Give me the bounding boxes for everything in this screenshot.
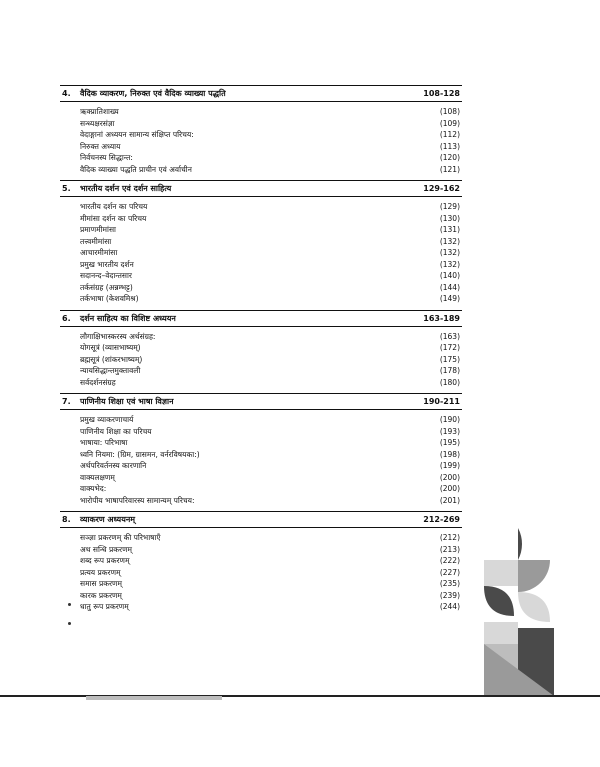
entry-title: भाषाया: परिभाषा [80, 438, 128, 447]
deco-top-halfcircle [518, 528, 522, 560]
entry-title: तत्त्वमीमांसा [80, 236, 112, 246]
entry-title: प्रमुख व्याकरणाचार्य [80, 415, 134, 424]
entry-page: (140) [439, 271, 460, 280]
entry-title: अथ सन्धि प्रकरणम् [80, 544, 132, 554]
entry-page: (120) [439, 153, 460, 162]
toc-entry [60, 544, 462, 556]
entry-title: सदानन्द–वेदान्तसार [80, 271, 132, 280]
entry-page: (213) [439, 544, 460, 554]
toc-entry [60, 449, 462, 461]
entry-title: तर्कभाषा (केशवमिश्र) [80, 294, 139, 303]
section-page-range: 129-162 [423, 184, 460, 193]
section-page-range: 108-128 [423, 89, 460, 98]
entry-title: ब्रह्मसूत्रं (शांकरभाष्यम्) [80, 354, 143, 364]
toc-entry [60, 532, 462, 544]
entry-title: समास प्रकरणम् [80, 579, 122, 588]
decorative-geometric-graphic [478, 528, 558, 696]
section-header [60, 511, 462, 528]
entry-title: प्रमुख भारतीय दर्शन [80, 259, 134, 269]
entry-page: (172) [439, 343, 460, 352]
entry-page: (112) [439, 130, 460, 139]
toc-section-5 [60, 180, 462, 310]
toc-entry [60, 201, 462, 213]
entry-title: लौगाक्षिभास्करस्य अर्थसंग्रह: [80, 331, 156, 341]
entry-title: मीमांसा दर्शन का परिचय [80, 213, 147, 223]
toc-section-7 [60, 393, 462, 511]
entry-page: (227) [439, 567, 460, 577]
table-of-contents [60, 85, 462, 613]
margin-dot [68, 603, 71, 606]
section-number: 5. [62, 184, 71, 193]
section-header [60, 393, 462, 410]
toc-entry [60, 259, 462, 271]
toc-entry [60, 270, 462, 282]
entry-title: वेदाङ्गानां अध्ययन सामान्य संक्षिप्त परिचय: [80, 130, 194, 139]
deco-mid-arc [518, 560, 550, 592]
entry-title: ध्वनि नियमा: (ग्रिम, ग्रासमन, वर्नरविषयका:) [80, 449, 200, 459]
entry-page: (109) [439, 118, 460, 128]
entry-page: (198) [439, 449, 460, 459]
entry-page: (132) [439, 248, 460, 257]
section-title: दर्शन साहित्य का विशिष्ट अध्ययन [80, 313, 176, 323]
section-header [60, 180, 462, 197]
entry-page: (131) [439, 225, 460, 234]
section-number: 6. [62, 313, 71, 323]
toc-section-4 [60, 85, 462, 180]
margin-dot [68, 622, 71, 625]
toc-entry [60, 331, 462, 343]
entry-title: आचारमीमांसा [80, 248, 118, 257]
entry-page: (193) [439, 426, 460, 436]
section-title: भारतीय दर्शन एवं दर्शन साहित्य [80, 184, 172, 193]
section-page-range: 190-211 [423, 397, 460, 406]
entry-title: पाणिनीय शिक्षा का परिचय [80, 426, 152, 436]
toc-entry [60, 293, 462, 305]
toc-entry [60, 414, 462, 426]
entry-title: वैदिक व्याख्या पद्धति प्राचीन एवं अर्वाचीन [80, 164, 192, 174]
toc-entry [60, 282, 462, 294]
entry-page: (235) [439, 579, 460, 588]
entry-title: भारोपीय भाषापरिवारस्य सामान्यम् परिचय: [80, 495, 195, 505]
section-number: 4. [62, 89, 71, 98]
deco-leaf-left [484, 586, 514, 616]
toc-entry [60, 567, 462, 579]
entry-page: (180) [439, 377, 460, 387]
entry-title: सर्वदर्शनसंग्रह [80, 377, 116, 387]
entry-title: प्रत्यय प्रकरणम् [80, 567, 121, 577]
entry-page: (129) [439, 202, 460, 211]
entry-page: (130) [439, 213, 460, 223]
entry-page: (212) [439, 533, 460, 542]
toc-entry [60, 472, 462, 484]
toc-entry [60, 213, 462, 225]
entry-title: प्रमाणमीमांसा [80, 225, 116, 234]
toc-entry [60, 601, 462, 613]
entry-title: न्यायसिद्धान्तमुक्तावली [80, 366, 141, 375]
toc-entry [60, 555, 462, 567]
toc-entry [60, 164, 462, 176]
entry-title: वाक्यभेद: [80, 484, 107, 493]
entry-title: सञ्ज्ञा प्रकरणम् की परिभाषाएँ [80, 533, 161, 542]
entry-page: (222) [439, 556, 460, 565]
entry-page: (190) [439, 415, 460, 424]
toc-section-6 [60, 310, 462, 394]
entry-page: (113) [439, 141, 460, 151]
toc-entry [60, 247, 462, 259]
entry-title: भारतीय दर्शन का परिचय [80, 202, 148, 211]
toc-entry [60, 495, 462, 507]
section-page-range: 212-269 [423, 515, 460, 524]
entry-page: (132) [439, 236, 460, 246]
entry-page: (200) [439, 484, 460, 493]
deco-leaf-right [518, 592, 550, 622]
toc-entry [60, 483, 462, 495]
toc-entry [60, 460, 462, 472]
section-header [60, 85, 462, 102]
entry-page: (163) [439, 331, 460, 341]
entry-page: (244) [439, 602, 460, 611]
deco-top-block [484, 560, 518, 586]
footer-accent-bar [86, 696, 222, 700]
toc-entry [60, 437, 462, 449]
entry-page: (149) [439, 294, 460, 303]
toc-entry [60, 354, 462, 366]
toc-entry [60, 224, 462, 236]
toc-entry [60, 106, 462, 118]
toc-entry [60, 365, 462, 377]
toc-entry [60, 342, 462, 354]
entry-page: (121) [439, 164, 460, 174]
toc-entry [60, 129, 462, 141]
entry-page: (175) [439, 354, 460, 364]
section-title: वैदिक व्याकरण, निरुक्त एवं वैदिक व्याख्या पद्धति [80, 89, 226, 98]
entry-title: योगसूत्रं (व्यासभाष्यम्) [80, 343, 141, 352]
deco-lower-block [484, 622, 518, 644]
entry-page: (195) [439, 438, 460, 447]
toc-entry [60, 236, 462, 248]
entry-title: कारक प्रकरणम् [80, 590, 122, 600]
entry-title: सन्ध्यक्षरसंज्ञा [80, 118, 115, 128]
section-header [60, 310, 462, 327]
entry-page: (199) [439, 461, 460, 470]
entry-title: अर्थपरिवर्तनस्य कारणानि [80, 461, 147, 470]
toc-entry [60, 377, 462, 389]
entry-page: (144) [439, 282, 460, 292]
section-number: 8. [62, 515, 71, 524]
entry-title: ऋक्प्रातिशाख्य [80, 107, 119, 116]
section-title: पाणिनीय शिक्षा एवं भाषा विज्ञान [80, 397, 174, 406]
section-page-range: 163-189 [423, 313, 460, 323]
entry-title: निर्वचनस्य सिद्धान्त: [80, 153, 133, 162]
section-number: 7. [62, 397, 71, 406]
entry-page: (239) [439, 590, 460, 600]
entry-title: तर्कसंग्रह (अन्नम्भट्ट) [80, 282, 133, 292]
toc-section-8 [60, 511, 462, 613]
toc-entry [60, 590, 462, 602]
entry-page: (178) [439, 366, 460, 375]
entry-title: धातु रूप प्रकरणम् [80, 602, 129, 611]
entry-page: (200) [439, 472, 460, 482]
toc-entry [60, 152, 462, 164]
toc-entry [60, 426, 462, 438]
entry-title: शब्द रूप प्रकरणम् [80, 556, 130, 565]
entry-page: (132) [439, 259, 460, 269]
entry-page: (108) [439, 107, 460, 116]
entry-title: निरुक्त अध्याय [80, 141, 121, 151]
entry-title: वाक्यलक्षणम् [80, 472, 115, 482]
entry-page: (201) [439, 495, 460, 505]
toc-entry [60, 141, 462, 153]
section-title: व्याकरण अध्ययनम् [80, 515, 136, 524]
toc-entry [60, 118, 462, 130]
toc-entry [60, 578, 462, 590]
